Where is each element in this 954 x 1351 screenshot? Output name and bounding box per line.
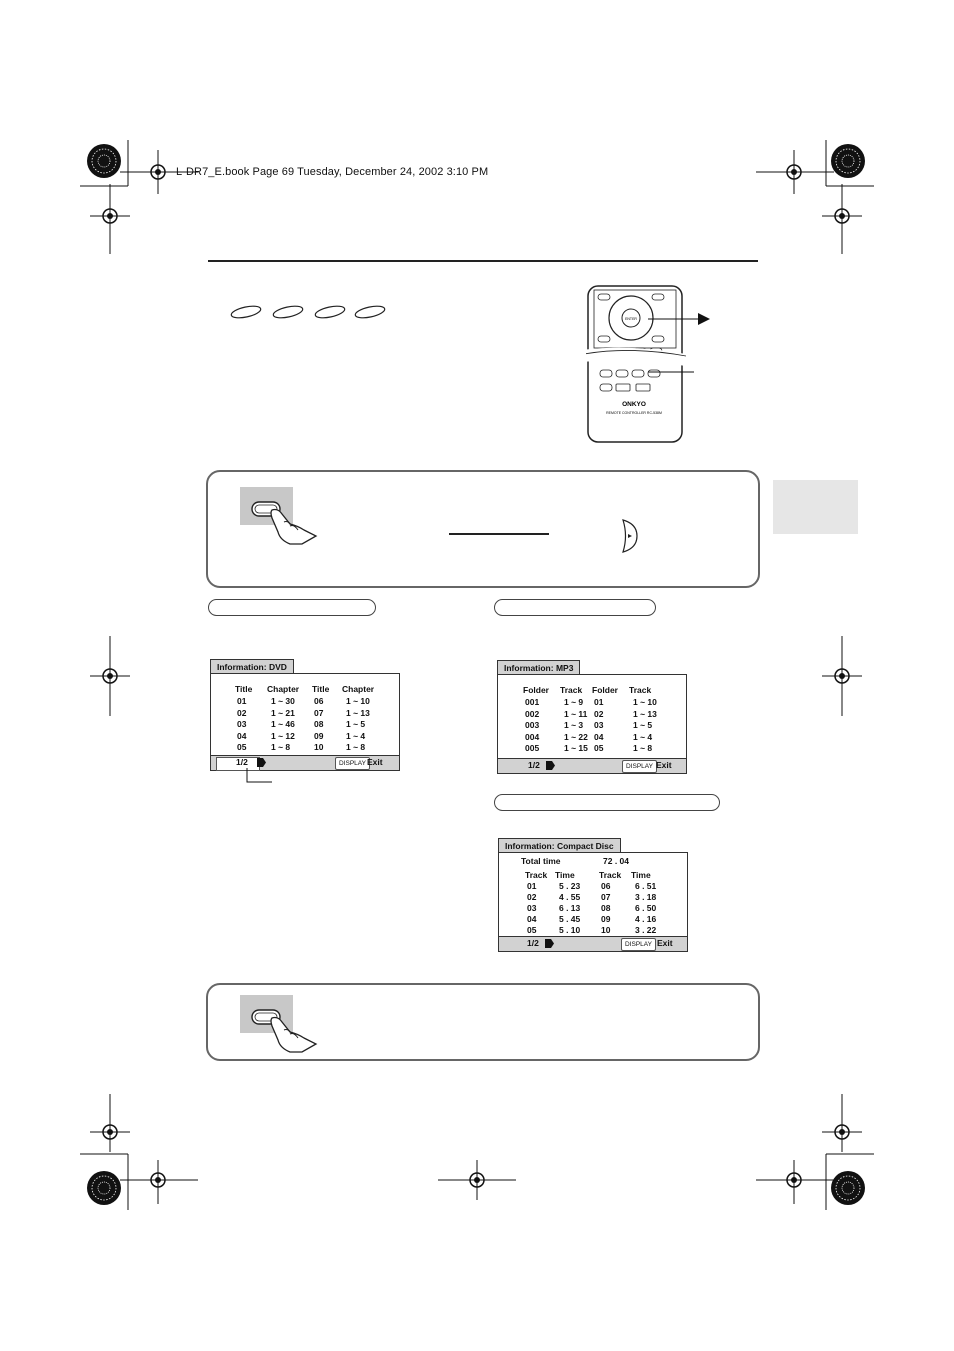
table-cell: 5 . 23 — [559, 881, 581, 891]
table-cell: 3 . 18 — [635, 892, 657, 902]
table-cell: 09 — [314, 730, 324, 741]
dvd-screen-body — [210, 673, 400, 771]
table-cell: 06 — [314, 696, 324, 706]
table-cell: 003 — [525, 720, 540, 730]
hand-press-icon — [246, 496, 321, 546]
column-header: Track — [629, 685, 652, 695]
table-cell: 07 — [314, 707, 324, 718]
table-cell: 1 ~ 5 — [346, 719, 366, 729]
dvd-screen-footer — [211, 755, 399, 770]
column-header: Chapter — [342, 684, 375, 694]
mp3-screen-tab: Information: MP3 — [497, 660, 580, 675]
table-cell: 01 — [237, 696, 247, 706]
table-cell: 004 — [525, 731, 540, 742]
column-header: Track — [599, 870, 622, 880]
exit-label: Exit — [657, 938, 673, 948]
table-cell: 02 — [527, 892, 537, 902]
table-cell: 06 — [601, 881, 611, 891]
arrow-right-icon — [546, 761, 555, 772]
table-cell: 05 — [594, 743, 604, 753]
table-cell: 6 . 51 — [635, 881, 657, 891]
remote-model: REMOTE CONTROLLER RC-538M — [606, 411, 662, 415]
table-cell: 005 — [525, 743, 540, 753]
table-cell: 5 . 10 — [559, 925, 581, 935]
column-header: Track — [560, 685, 583, 695]
remote-enter: ENTER — [625, 317, 637, 321]
table-cell: 1 ~ 30 — [271, 696, 295, 706]
column-header: Time — [631, 870, 651, 880]
table-cell: 1 ~ 10 — [346, 696, 370, 706]
table-cell: 1 ~ 22 — [564, 731, 588, 742]
cd-heading-pill — [494, 794, 720, 811]
dvd-screen-tab: Information: DVD — [210, 659, 294, 674]
table-cell: 03 — [237, 719, 247, 729]
display-button[interactable]: DISPLAY — [335, 757, 370, 770]
display-button[interactable]: DISPLAY — [621, 938, 656, 951]
table-cell: 10 — [314, 742, 324, 752]
dvd-info-screen — [210, 659, 400, 771]
table-cell: 09 — [601, 914, 611, 924]
table-cell: 001 — [525, 697, 540, 707]
table-cell: 002 — [525, 708, 540, 719]
table-cell: 1 ~ 5 — [633, 720, 653, 730]
table-cell: 08 — [601, 903, 611, 913]
disc-type-icons — [230, 300, 390, 324]
dvd-page-indicator: 1/2 — [236, 757, 248, 767]
table-cell: 03 — [527, 903, 537, 913]
table-cell: 3 . 22 — [635, 925, 657, 935]
chapter-tab — [773, 480, 858, 534]
remote-callouts — [646, 310, 716, 380]
column-header: Title — [235, 684, 253, 694]
table-cell: 01 — [594, 697, 604, 707]
mp3-info-screen — [497, 660, 687, 774]
table-cell: 04 — [237, 730, 247, 741]
table-cell: 1 ~ 15 — [564, 743, 588, 753]
arrow-right-icon — [698, 313, 710, 325]
column-header: Chapter — [267, 684, 300, 694]
cd-screen-tab: Information: Compact Disc — [498, 838, 621, 853]
table-cell: 10 — [601, 925, 611, 935]
table-cell: 1 ~ 3 — [564, 720, 584, 730]
dvd-heading-pill — [208, 599, 376, 616]
table-cell: 1 ~ 4 — [346, 730, 366, 741]
table-cell: 5 . 45 — [559, 914, 581, 924]
page-indicator-callout — [244, 768, 274, 786]
table-cell: 02 — [594, 708, 604, 719]
table-cell: 1 ~ 46 — [271, 719, 295, 729]
cd-screen-footer — [499, 936, 687, 951]
table-cell: 1 ~ 8 — [271, 742, 291, 752]
table-cell: 1 ~ 13 — [346, 707, 370, 718]
right-cursor-button-icon — [620, 518, 640, 554]
cd-page-indicator: 1/2 — [527, 938, 539, 948]
table-cell: 1 ~ 8 — [346, 742, 366, 752]
table-cell: 04 — [527, 914, 537, 924]
table-cell: 05 — [237, 742, 247, 752]
total-time-label: Total time — [521, 856, 561, 866]
arrow-right-icon — [545, 939, 554, 950]
table-cell: 03 — [594, 720, 604, 730]
book-info: L-DR7_E.book Page 69 Tuesday, December 24, 2002 3:10 PM — [176, 166, 489, 178]
column-header: Title — [312, 684, 330, 694]
table-cell: 05 — [527, 925, 537, 935]
cd-screen-body — [498, 852, 688, 952]
exit-label: Exit — [656, 760, 672, 770]
table-cell: 07 — [601, 892, 611, 902]
total-time-value: 72 . 04 — [603, 856, 629, 866]
exit-label: Exit — [367, 757, 383, 767]
table-cell: 1 ~ 11 — [564, 708, 588, 719]
table-cell: 1 ~ 4 — [633, 731, 653, 742]
column-header: Folder — [592, 685, 618, 695]
table-cell: 04 — [594, 731, 604, 742]
column-header: Folder — [523, 685, 549, 695]
hand-press-icon — [246, 1004, 321, 1054]
table-cell: 1 ~ 13 — [633, 708, 657, 719]
mp3-page-indicator: 1/2 — [528, 760, 540, 770]
table-cell: 4 . 16 — [635, 914, 657, 924]
table-cell: 6 . 50 — [635, 903, 657, 913]
mp3-heading-pill — [494, 599, 656, 616]
table-cell: 1 ~ 9 — [564, 697, 584, 707]
mp3-screen-footer — [498, 758, 686, 773]
table-cell: 02 — [237, 707, 247, 718]
cd-info-screen — [498, 838, 688, 952]
table-cell: 08 — [314, 719, 324, 729]
mp3-screen-body — [497, 674, 687, 774]
display-button[interactable]: DISPLAY — [622, 760, 657, 773]
table-cell: 01 — [527, 881, 537, 891]
table-cell: 4 . 55 — [559, 892, 581, 902]
table-cell: 6 . 13 — [559, 903, 581, 913]
table-cell: 1 ~ 21 — [271, 707, 295, 718]
table-cell: 1 ~ 8 — [633, 743, 653, 753]
table-cell: 1 ~ 12 — [271, 730, 295, 741]
underline-mark — [449, 533, 549, 535]
table-cell: 1 ~ 10 — [633, 697, 657, 707]
column-header: Track — [525, 870, 548, 880]
column-header: Time — [555, 870, 575, 880]
remote-brand: ONKYO — [622, 401, 646, 408]
